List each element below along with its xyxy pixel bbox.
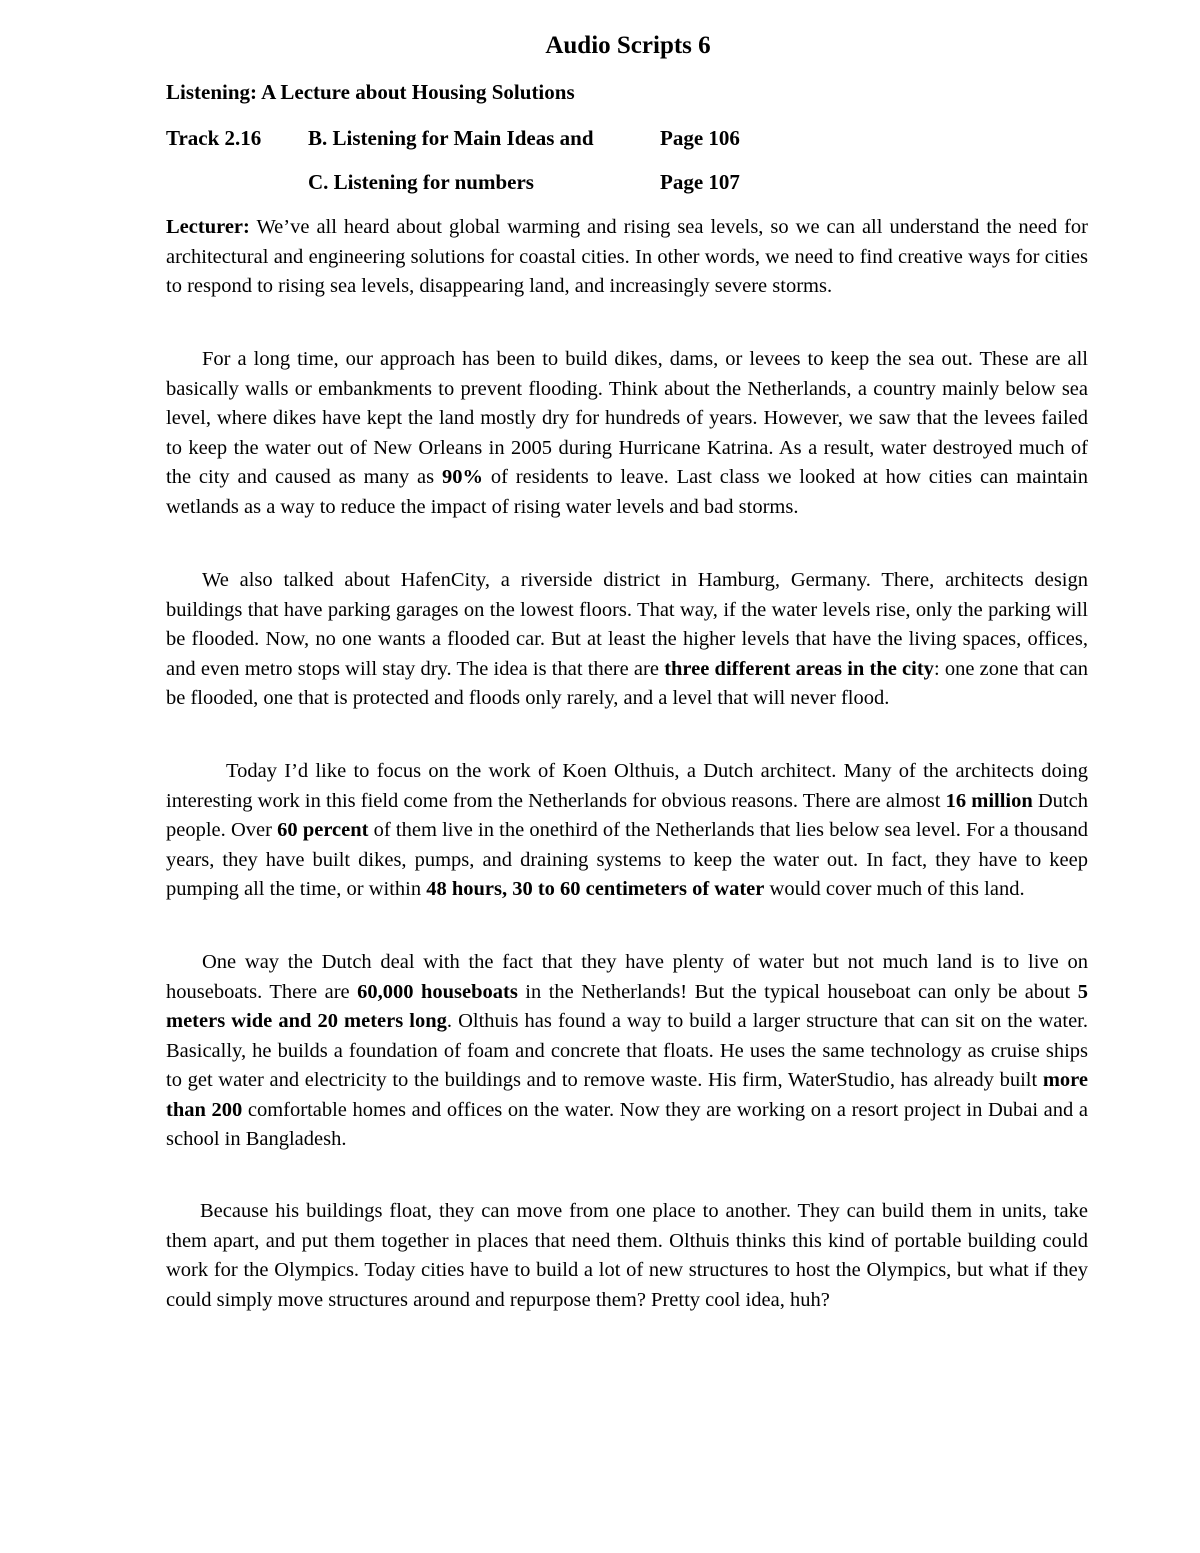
track-page: Page 106 — [660, 126, 740, 150]
paragraph-text: . Olthuis has found a way to build a larger structure that can sit on the water. Basically, he builds a foundation of foam and concrete that floats. He uses the same technology as cruise ships to get water and electricity to the buildings and to remove waste. His firm, WaterStudio, has already built — [166, 1010, 1088, 1091]
paragraph-text: of residents to leave. Last class we looked at how cities can maintain wetlands as a way to reduce the impact of rising water levels and bad storms. — [166, 466, 1088, 518]
emphasized-text: 60 percent — [277, 819, 369, 841]
listening-heading: Listening: A Lecture about Housing Solutions — [166, 80, 575, 104]
paragraph-intro — [166, 213, 1088, 302]
paragraph-text: would cover much of this land. — [764, 878, 1025, 900]
page-title: Audio Scripts 6 — [545, 32, 711, 59]
emphasized-text: Lecturer: — [166, 216, 250, 238]
paragraph-olympics — [166, 1197, 1088, 1315]
emphasized-text: 48 hours, 30 to 60 centimeters of water — [426, 878, 765, 900]
paragraph-text: Today I’d like to focus on the work of Koen Olthuis, a Dutch architect. Many of the architects doing interesting work in this field come from the Netherlands for obvious reasons. There are almost — [166, 760, 1088, 812]
track-number: Track 2.16 — [166, 126, 262, 150]
paragraph-text: Because his buildings float, they can move from one place to another. They can build them in units, take them apart, and put them together in places that need them. Olthuis thinks this kind of portable building could work for the Olympics. Today cities have to build a lot of new structures to host the Olympics, but what if they could simply move structures around and repurpose them? Pretty cool idea, huh? — [166, 1200, 1088, 1311]
paragraph-olthuis — [166, 757, 1088, 905]
paragraph-text: Dutch people. Over — [166, 789, 1088, 841]
emphasized-text: three different areas in the city — [664, 657, 934, 680]
paragraph-text: We also talked about HafenCity, a riverside district in Hamburg, Germany. There, architects design buildings that have parking garages on the lowest floors. That way, if the water levels rise, only the parking will be flooded. Now, no one wants a flooded car. But at least the higher levels that have the living spaces, offices, and even metro stops will stay dry. The idea is that there are — [166, 569, 1088, 680]
emphasized-text: 90% — [441, 466, 483, 488]
paragraph-text: : one zone that can be flooded, one that is protected and floods only rarely, and a level that will never flood. — [166, 657, 1088, 709]
paragraph-text: We’ve all heard about global warming and rising sea levels, so we can all understand the need for architectural and engineering solutions for coastal cities. In other words, we need to find creative ways for cities to respond to rising sea levels, disappearing land, and increasingly severe storms. — [166, 216, 1088, 297]
paragraph-text: of them live in the onethird of the Netherlands that lies below sea level. For a thousand years, they have built dikes, pumps, and draining systems to keep the water out. In fact, they have to keep pumping all the time, or within — [166, 819, 1088, 900]
emphasized-text: 16 million — [945, 789, 1033, 812]
paragraph-text: comfortable homes and offices on the water. Now they are working on a resort project in Dubai and a school in Bangladesh. — [166, 1098, 1088, 1150]
paragraph-dikes — [166, 345, 1088, 522]
track-task: B. Listening for Main Ideas and — [308, 126, 594, 150]
paragraph-text: in the Netherlands! But the typical houseboat can only be about — [517, 980, 1078, 1003]
paragraph-text: For a long time, our approach has been to build dikes, dams, or levees to keep the sea out. These are all basically walls or embankments to prevent flooding. Think about the Netherlands, a country mainly below sea level, where dikes have kept the land mostly dry for hundreds of years. However, we saw that the levees failed to keep the water out of New Orleans in 2005 during Hurricane Katrina. As a result, water destroyed much of the city and caused as many as — [166, 348, 1088, 488]
emphasized-text: 60,000 houseboats — [357, 980, 518, 1003]
emphasized-text: more than 200 — [166, 1069, 1088, 1121]
track-page: Page 107 — [660, 170, 740, 194]
track-task: C. Listening for numbers — [308, 170, 534, 194]
emphasized-text: 5 meters wide and 20 meters long — [166, 980, 1088, 1032]
paragraph-houseboats — [166, 948, 1088, 1155]
paragraph-hafencity — [166, 566, 1088, 714]
paragraph-text: One way the Dutch deal with the fact that they have plenty of water but not much land is to live on houseboats. There are — [166, 951, 1088, 1003]
